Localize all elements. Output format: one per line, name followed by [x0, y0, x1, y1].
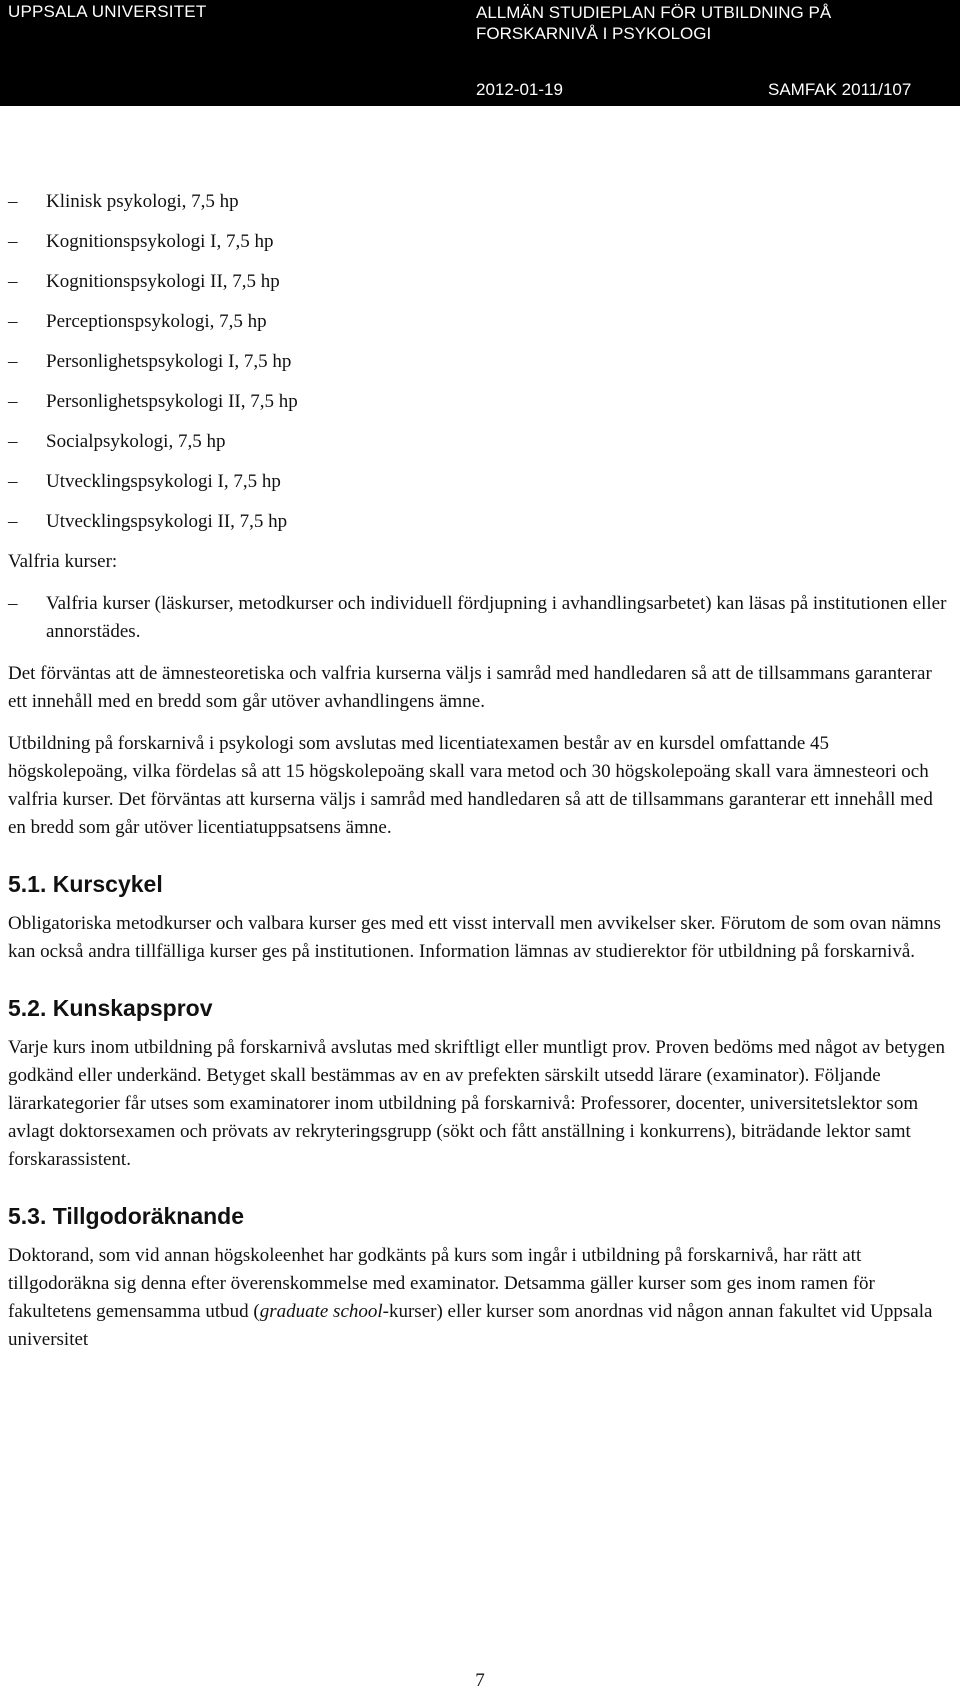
dash-bullet: – [8, 511, 18, 532]
course-name: Utvecklingspsykologi II, 7,5 hp [46, 511, 288, 532]
course-item [8, 230, 952, 254]
course-item [8, 510, 952, 534]
text-segment: -kurser) eller kurser som anordnas vid någon annan fakultet vid Uppsala universitet [8, 1301, 933, 1350]
university-name: UPPSALA UNIVERSITET [8, 2, 207, 21]
course-name: Kognitionspsykologi II, 7,5 hp [46, 271, 280, 292]
dash-bullet: – [8, 311, 18, 332]
course-item [8, 310, 952, 334]
document-reference: SAMFAK 2011/107 [768, 80, 912, 99]
paragraph-licentiate: Utbildning på forskarnivå i psykologi som avslutas med licentiatexamen består av en kursdel omfattande 45 högskolepoäng, vilka fördelas så att 15 högskolepoäng skall vara metod och 30 högskolepoäng skall vara ämnesteori och valfria kurser. Det förväntas att kurserna väljs i samråd med handledaren så att de tillsammans garanterar ett innehåll med en bredd som går utöver licentiatuppsatsens ämne. [8, 733, 933, 838]
section-heading-kunskapsprov: 5.2. Kunskapsprov [8, 995, 213, 1021]
dash-bullet: – [8, 391, 18, 412]
course-name: Utvecklingspsykologi I, 7,5 hp [46, 471, 281, 492]
course-item [8, 390, 952, 414]
document-date: 2012-01-19 [476, 80, 563, 99]
course-item [8, 350, 952, 374]
section-heading-kurscykel: 5.1. Kurscykel [8, 871, 163, 897]
course-name: Klinisk psykologi, 7,5 hp [46, 191, 239, 212]
document-body [8, 190, 952, 1368]
course-name: Personlighetspsykologi II, 7,5 hp [46, 391, 298, 412]
dash-bullet: – [8, 471, 18, 492]
elective-courses-label: Valfria kurser: [8, 551, 118, 572]
course-item [8, 190, 952, 214]
course-list [8, 190, 952, 534]
dash-bullet: – [8, 593, 18, 614]
course-name: Socialpsykologi, 7,5 hp [46, 431, 226, 452]
elective-course-text: Valfria kurser (läskurser, metodkurser och individuell fördjupning i avhandlingsarbetet) kan läsas på institutionen eller annorstädes. [46, 593, 947, 642]
document-title-line-1: ALLMÄN STUDIEPLAN FÖR UTBILDNING PÅ [476, 3, 832, 22]
course-item [8, 430, 952, 454]
dash-bullet: – [8, 191, 18, 212]
course-item [8, 470, 952, 494]
dash-bullet: – [8, 431, 18, 452]
document-title-line-2: FORSKARNIVÅ I PSYKOLOGI [476, 24, 712, 43]
course-item [8, 270, 952, 294]
section-text-kunskapsprov: Varje kurs inom utbildning på forskarnivå avslutas med skriftligt eller muntligt prov. Proven bedöms med något av betygen godkänd eller underkänd. Betyget skall bestämmas av en av prefekten särskilt utsedd lärare (examinator). Följande lärarkategorier får utses som examinatorer inom utbildning på forskarnivå: Professorer, docenter, universitetslektor som avlagt doktorsexamen och prövats av rekryteringsgrupp (sökt och fått anställning i konkurrens), biträdande lektor samt forskarassistent. [8, 1037, 945, 1170]
section-text-kurscykel: Obligatoriska metodkurser och valbara kurser ges med ett visst intervall men avvikelser sker. Förutom de som ovan nämns kan också andra tillfälliga kurser ges på institutionen. Information lämnas av studierektor för utbildning på forskarnivå. [8, 913, 941, 962]
elective-course-item [8, 590, 952, 646]
paragraph-expected-courses: Det förväntas att de ämnesteoretiska och valfria kurserna väljs i samråd med handledaren så att de tillsammans garanterar ett innehåll med en bredd som går utöver avhandlingens ämne. [8, 663, 932, 712]
page-number: 7 [475, 1670, 485, 1691]
section-heading-tillgodoraknande: 5.3. Tillgodoräknande [8, 1203, 245, 1229]
page-header [0, 0, 960, 106]
dash-bullet: – [8, 231, 18, 252]
text-segment: Doktorand, som vid annan högskoleenhet har godkänts på kurs som ingår i utbildning på forskarnivå, har rätt att tillgodoräkna sig denna efter överenskommelse med examinator. Detsamma gäller kurser som ges inom ramen för fakultetens gemensamma utbud ( [8, 1245, 875, 1322]
dash-bullet: – [8, 271, 18, 292]
course-name: Personlighetspsykologi I, 7,5 hp [46, 351, 292, 372]
document-title [476, 2, 831, 44]
course-name: Perceptionspsykologi, 7,5 hp [46, 311, 267, 332]
dash-bullet: – [8, 351, 18, 372]
course-name: Kognitionspsykologi I, 7,5 hp [46, 231, 274, 252]
italic-term: graduate school [259, 1301, 383, 1322]
section-text-tillgodoraknande [8, 1242, 952, 1354]
